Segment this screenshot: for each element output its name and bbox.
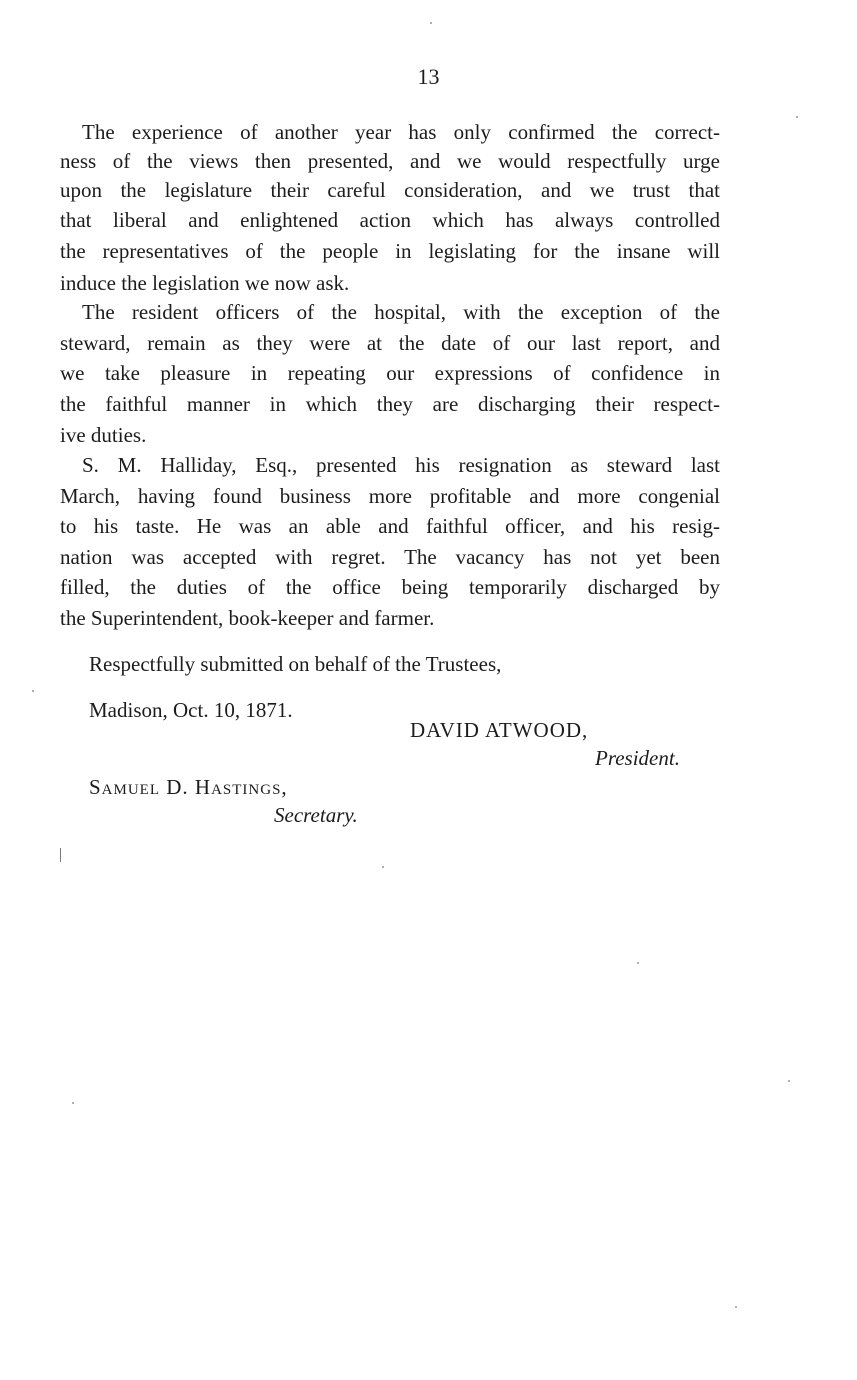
president-name: DAVID ATWOOD, (410, 718, 589, 742)
text-line: The experience of another year has only confirmed the correct- (82, 120, 720, 144)
scan-speck (637, 962, 639, 964)
text-line: steward, remain as they were at the date of our last report, and (60, 331, 720, 355)
place-date: Madison, Oct. 10, 1871. (89, 698, 293, 722)
closing-statement: Respectfully submitted on behalf of the Trustees, (89, 652, 502, 676)
scan-speck (32, 690, 34, 692)
text-line: we take pleasure in repeating our expressions of confidence in (60, 361, 720, 385)
text-line: that liberal and enlightened action which has always controlled (60, 208, 720, 232)
text-line: the faithful manner in which they are discharging their respect- (60, 392, 720, 416)
text-line: filled, the duties of the office being temporarily discharged by (60, 575, 720, 599)
text-line: The resident officers of the hospital, with the exception of the (82, 300, 720, 324)
text-line: upon the legislature their careful consideration, and we trust that (60, 178, 720, 202)
text-line: to his taste. He was an able and faithful officer, and his resig- (60, 514, 720, 538)
text-line: induce the legislation we now ask. (60, 271, 350, 295)
page-number: 13 (417, 64, 440, 89)
text-line: the representatives of the people in legislating for the insane will (60, 239, 720, 263)
text-line: the Superintendent, book-keeper and farmer. (60, 606, 435, 630)
scan-speck (72, 1102, 74, 1104)
scan-speck (796, 116, 798, 118)
scan-mark (60, 848, 61, 862)
text-line: ness of the views then presented, and we would respectfully urge (60, 149, 720, 173)
secretary-name: Samuel D. Hastings, (89, 775, 288, 799)
secretary-title: Secretary. (274, 803, 358, 827)
text-line: nation was accepted with regret. The vacancy has not yet been (60, 545, 720, 569)
scan-speck (430, 22, 432, 24)
scan-speck (788, 1080, 790, 1082)
text-line: ive duties. (60, 423, 147, 447)
president-title: President. (595, 746, 680, 770)
text-line: S. M. Halliday, Esq., presented his resignation as steward last (82, 453, 720, 477)
scan-speck (382, 866, 384, 868)
scan-speck (735, 1306, 737, 1308)
text-line: March, having found business more profitable and more congenial (60, 484, 720, 508)
